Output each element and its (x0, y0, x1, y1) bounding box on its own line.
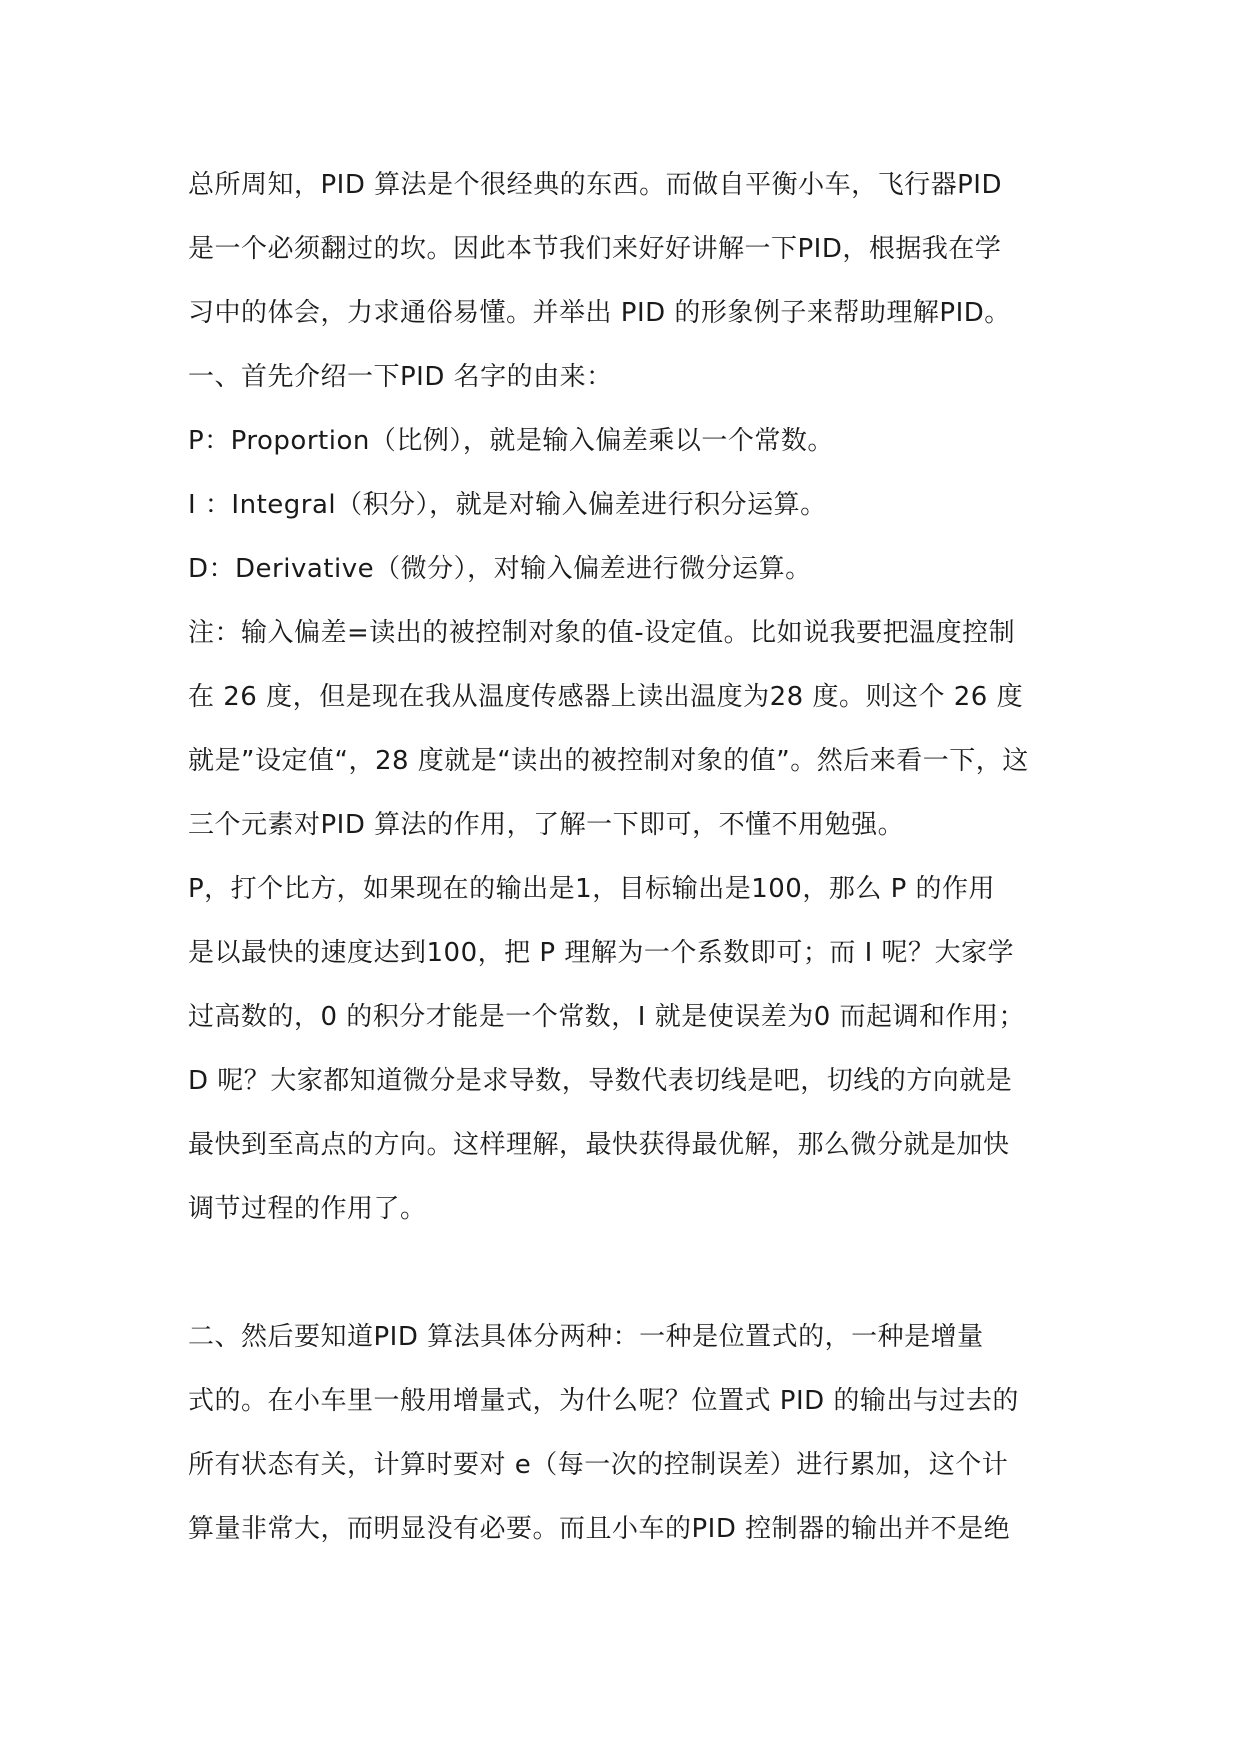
document-body (188, 160, 1054, 1568)
definition-item: D：Derivative（微分），对输入偏差进行微分运算。 (188, 554, 812, 584)
section-heading: 二、然后要知道PID 算法具体分两种：一种是位置式的，一种是增量 (188, 1322, 984, 1352)
text-line: 是以最快的速度达到100，把 P 理解为一个系数即可；而 I 呢？大家学 (188, 938, 1015, 968)
paragraph-gap (188, 1248, 1054, 1312)
text-line: 过高数的，0 的积分才能是一个常数，I 就是使误差为0 而起调和作用； (188, 1002, 1026, 1032)
text-line: D 呢？大家都知道微分是求导数，导数代表切线是吧，切线的方向就是 (188, 1066, 1013, 1096)
section-heading: 一、首先介绍一下PID 名字的由来： (188, 362, 613, 392)
text-line: 所有状态有关，计算时要对 e（每一次的控制误差）进行累加，这个计 (188, 1450, 1009, 1480)
text-line: 习中的体会，力求通俗易懂。并举出 PID 的形象例子来帮助理解PID。 (188, 298, 1011, 328)
text-line: 总所周知，PID 算法是个很经典的东西。而做自平衡小车，飞行器PID (188, 170, 1002, 200)
definition-item: I ：Integral（积分），就是对输入偏差进行积分运算。 (188, 490, 827, 520)
text-line: 是一个必须翻过的坎。因此本节我们来好好讲解一下PID，根据我在学 (188, 234, 1002, 264)
definition-item: P：Proportion（比例），就是输入偏差乘以一个常数。 (188, 426, 834, 456)
text-line: 式的。在小车里一般用增量式，为什么呢？位置式 PID 的输出与过去的 (188, 1386, 1019, 1416)
note-line: 注：输入偏差=读出的被控制对象的值-设定值。比如说我要把温度控制 (188, 618, 1016, 648)
text-line: P，打个比方，如果现在的输出是1，目标输出是100，那么 P 的作用 (188, 874, 996, 904)
note-line: 在 26 度，但是现在我从温度传感器上读出温度为28 度。则这个 26 度 (188, 682, 1024, 712)
note-line: 三个元素对PID 算法的作用，了解一下即可，不懂不用勉强。 (188, 810, 905, 840)
text-line: 调节过程的作用了。 (188, 1194, 427, 1224)
text-line: 最快到至高点的方向。这样理解，最快获得最优解，那么微分就是加快 (188, 1130, 1010, 1160)
text-line: 算量非常大，而明显没有必要。而且小车的PID 控制器的输出并不是绝 (188, 1514, 1011, 1544)
note-line: 就是”设定值“，28 度就是“读出的被控制对象的值”。然后来看一下，这 (188, 746, 1029, 776)
